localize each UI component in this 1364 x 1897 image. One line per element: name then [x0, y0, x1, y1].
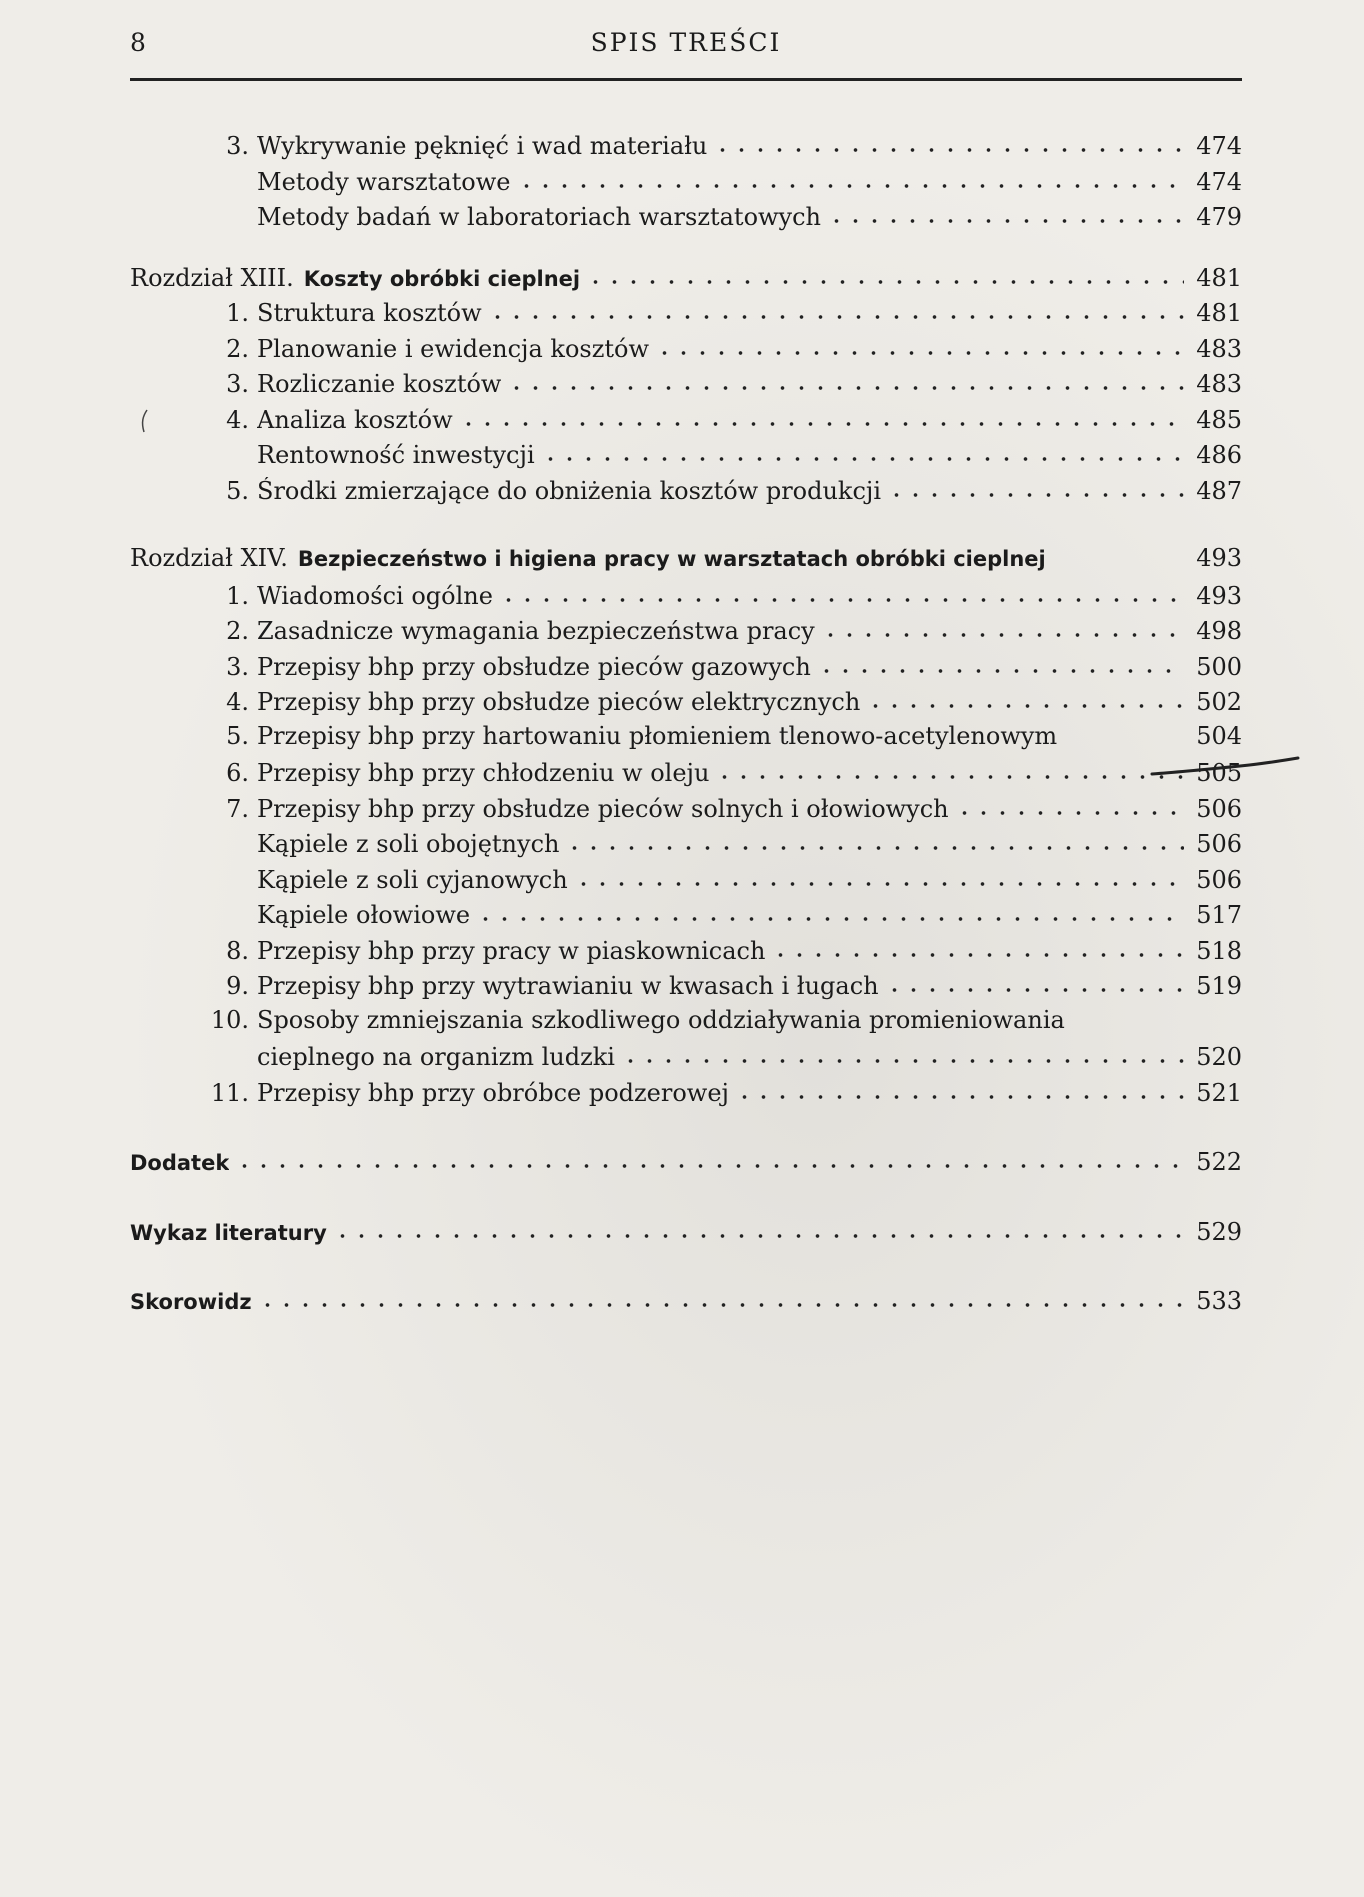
entry-page: 500 [1196, 652, 1242, 681]
table-of-contents [130, 130, 1242, 1321]
toc-entry[interactable] [130, 970, 1242, 1006]
entry-title: Rozliczanie kosztów [257, 370, 502, 398]
toc-entry[interactable] [130, 201, 1242, 237]
entry-title: Przepisy bhp przy obsłudze pieców elektrycznych [257, 688, 861, 716]
entry-title: Przepisy bhp przy chłodzeniu w oleju [257, 759, 710, 787]
leader-dots [586, 262, 1184, 286]
leader-dots [499, 580, 1184, 604]
leader-dots [887, 475, 1184, 499]
leader-dots [574, 864, 1184, 888]
entry-title: Analiza kosztów [257, 405, 453, 434]
page-header [130, 26, 1242, 76]
entry-page: 506 [1196, 865, 1242, 894]
leader-dots [488, 297, 1184, 321]
chapter-title: Koszty obróbki cieplnej [303, 266, 581, 291]
toc-entry[interactable] [130, 368, 1242, 404]
entry-title: Struktura kosztów [257, 299, 482, 327]
entry-page: 505 [1196, 759, 1242, 787]
entry-number: 7. [226, 794, 249, 823]
bibliography-title: Wykaz literatury [130, 1220, 327, 1245]
toc-entry[interactable] [130, 439, 1242, 475]
entry-title: Kąpiele z soli cyjanowych [257, 865, 568, 894]
entry-number: 3. [226, 370, 249, 398]
leader-dots [885, 970, 1184, 994]
entry-page: 483 [1196, 334, 1242, 363]
toc-entry[interactable] [130, 580, 1242, 616]
entry-number: 1. [226, 299, 249, 327]
toc-entry[interactable] [130, 615, 1242, 651]
entry-number: 4. [226, 688, 249, 716]
leader-dots [866, 686, 1184, 710]
entry-number: 5. [226, 721, 249, 750]
entry-page: 486 [1196, 441, 1242, 469]
entry-page: 504 [1196, 721, 1242, 750]
chapter-entry[interactable] [130, 544, 1242, 580]
toc-entry[interactable] [130, 130, 1242, 166]
toc-entry[interactable] [130, 757, 1242, 793]
entry-title: Zasadnicze wymagania bezpieczeństwa pracy [257, 617, 815, 645]
entry-number: 8. [226, 936, 249, 965]
toc-entry[interactable] [130, 935, 1242, 971]
entry-page: 529 [1196, 1217, 1242, 1246]
entry-number: 10. [210, 1005, 249, 1034]
spacer [130, 237, 1242, 262]
spacer [130, 510, 1242, 544]
leader-dots [715, 757, 1184, 781]
pen-underline-mark [1150, 752, 1300, 782]
leader-dots [459, 404, 1184, 428]
entry-page: 487 [1196, 476, 1242, 505]
entry-title-line1: Sposoby zmniejszania szkodliwego oddziaływania promieniowania [257, 1005, 1065, 1034]
leader-dots [817, 651, 1184, 675]
chapter-entry[interactable] [130, 262, 1242, 298]
entry-page: 479 [1196, 203, 1242, 231]
entry-title: Metody badań w laboratoriach warsztatowych [257, 203, 822, 231]
leader-dots [827, 201, 1184, 225]
entry-number: 5. [226, 476, 249, 505]
entry-page: 483 [1196, 370, 1242, 398]
toc-entry[interactable] [130, 1077, 1242, 1113]
entry-number: 2. [226, 334, 249, 363]
leader-dots [507, 368, 1184, 392]
entry-page: 481 [1196, 263, 1242, 292]
toc-entry[interactable] [130, 475, 1242, 511]
toc-entry[interactable] [130, 722, 1242, 758]
toc-entry[interactable] [130, 793, 1242, 829]
index-entry[interactable] [130, 1285, 1242, 1321]
leader-dots [621, 1041, 1184, 1065]
entry-title: Planowanie i ewidencja kosztów [257, 334, 650, 363]
leader-dots [955, 793, 1184, 817]
toc-entry[interactable] [130, 404, 1242, 440]
leader-dots [541, 439, 1184, 463]
entry-page: 519 [1196, 972, 1242, 1000]
entry-number: 4. [226, 405, 249, 434]
entry-title: Kąpiele z soli obojętnych [257, 830, 560, 858]
entry-title: Rentowność inwestycji [257, 441, 535, 469]
toc-entry[interactable] [130, 864, 1242, 900]
entry-title: Przepisy bhp przy wytrawianiu w kwasach i ługach [257, 972, 879, 1000]
leader-dots [735, 1077, 1184, 1101]
entry-page: 520 [1196, 1043, 1242, 1071]
entry-number: 6. [226, 759, 249, 787]
header-rule [130, 78, 1242, 81]
leader-dots [713, 130, 1184, 154]
toc-entry[interactable] [130, 333, 1242, 369]
chapter-label: Rozdział XIII. [130, 263, 294, 292]
entry-page: 485 [1196, 405, 1242, 434]
entry-page: 522 [1196, 1148, 1242, 1176]
leader-dots [258, 1285, 1184, 1309]
leader-dots [517, 166, 1185, 190]
leader-dots [565, 828, 1184, 852]
entry-page: 517 [1196, 901, 1242, 929]
entry-title: Przepisy bhp przy hartowaniu płomieniem tlenowo-acetylenowym [257, 721, 1058, 750]
appendix-title: Dodatek [130, 1151, 230, 1175]
entry-page: 474 [1196, 132, 1242, 160]
toc-entry-multiline[interactable] [130, 1006, 1242, 1042]
entry-page: 493 [1196, 544, 1242, 572]
spacer [130, 1112, 1242, 1146]
entry-page: 518 [1196, 936, 1242, 965]
entry-page: 481 [1196, 299, 1242, 327]
chapter-title: Bezpieczeństwo i higiena pracy w warsztatach obróbki cieplnej [297, 547, 1046, 571]
entry-title: Przepisy bhp przy obsłudze pieców gazowych [257, 652, 811, 681]
page-number: 8 [130, 28, 146, 57]
entry-page: 474 [1196, 167, 1242, 196]
spacer [130, 1182, 1242, 1216]
toc-entry[interactable] [130, 828, 1242, 864]
entry-number: 11. [210, 1078, 249, 1107]
entry-page: 533 [1196, 1287, 1242, 1315]
appendix-entry[interactable] [130, 1146, 1242, 1182]
entry-number: 3. [226, 652, 249, 681]
entry-title: Kąpiele ołowiowe [257, 901, 471, 929]
entry-page: 506 [1196, 794, 1242, 823]
leader-dots [655, 333, 1184, 357]
leader-dots [771, 935, 1184, 959]
spacer [130, 1251, 1242, 1285]
bibliography-entry[interactable] [130, 1216, 1242, 1252]
entry-title: Przepisy bhp przy pracy w piaskownicach [257, 936, 766, 965]
entry-number: 1. [226, 581, 249, 610]
entry-page: 506 [1196, 830, 1242, 858]
running-title: SPIS TREŚCI [590, 28, 782, 57]
leader-dots [333, 1216, 1184, 1240]
entry-number: 9. [226, 972, 249, 1000]
toc-entry[interactable] [130, 166, 1242, 202]
entry-title-line2: cieplnego na organizm ludzki [257, 1043, 615, 1071]
entry-page: 521 [1196, 1078, 1242, 1107]
chapter-label: Rozdział XIV. [130, 544, 288, 572]
entry-number: 2. [226, 617, 249, 645]
toc-entry[interactable] [130, 899, 1242, 935]
entry-title: Przepisy bhp przy obsłudze pieców solnych i ołowiowych [257, 794, 949, 823]
index-title: Skorowidz [130, 1290, 252, 1314]
entry-title: Wiadomości ogólne [257, 581, 493, 610]
entry-page: 493 [1196, 581, 1242, 610]
toc-entry[interactable] [130, 651, 1242, 687]
toc-entry[interactable] [130, 297, 1242, 333]
entry-number: 3. [226, 132, 249, 160]
leader-dots [476, 899, 1184, 923]
leader-dots [235, 1146, 1184, 1170]
entry-title: Środki zmierzające do obniżenia kosztów produkcji [257, 476, 882, 505]
pencil-margin-mark [138, 408, 150, 434]
entry-title: Metody warsztatowe [257, 167, 511, 196]
entry-title: Wykrywanie pęknięć i wad materiału [257, 132, 708, 160]
toc-entry-continuation[interactable] [130, 1041, 1242, 1077]
entry-title: Przepisy bhp przy obróbce podzerowej [257, 1078, 729, 1107]
toc-entry[interactable] [130, 686, 1242, 722]
entry-page: 502 [1196, 688, 1242, 716]
entry-page: 498 [1196, 617, 1242, 645]
leader-dots [821, 615, 1184, 639]
